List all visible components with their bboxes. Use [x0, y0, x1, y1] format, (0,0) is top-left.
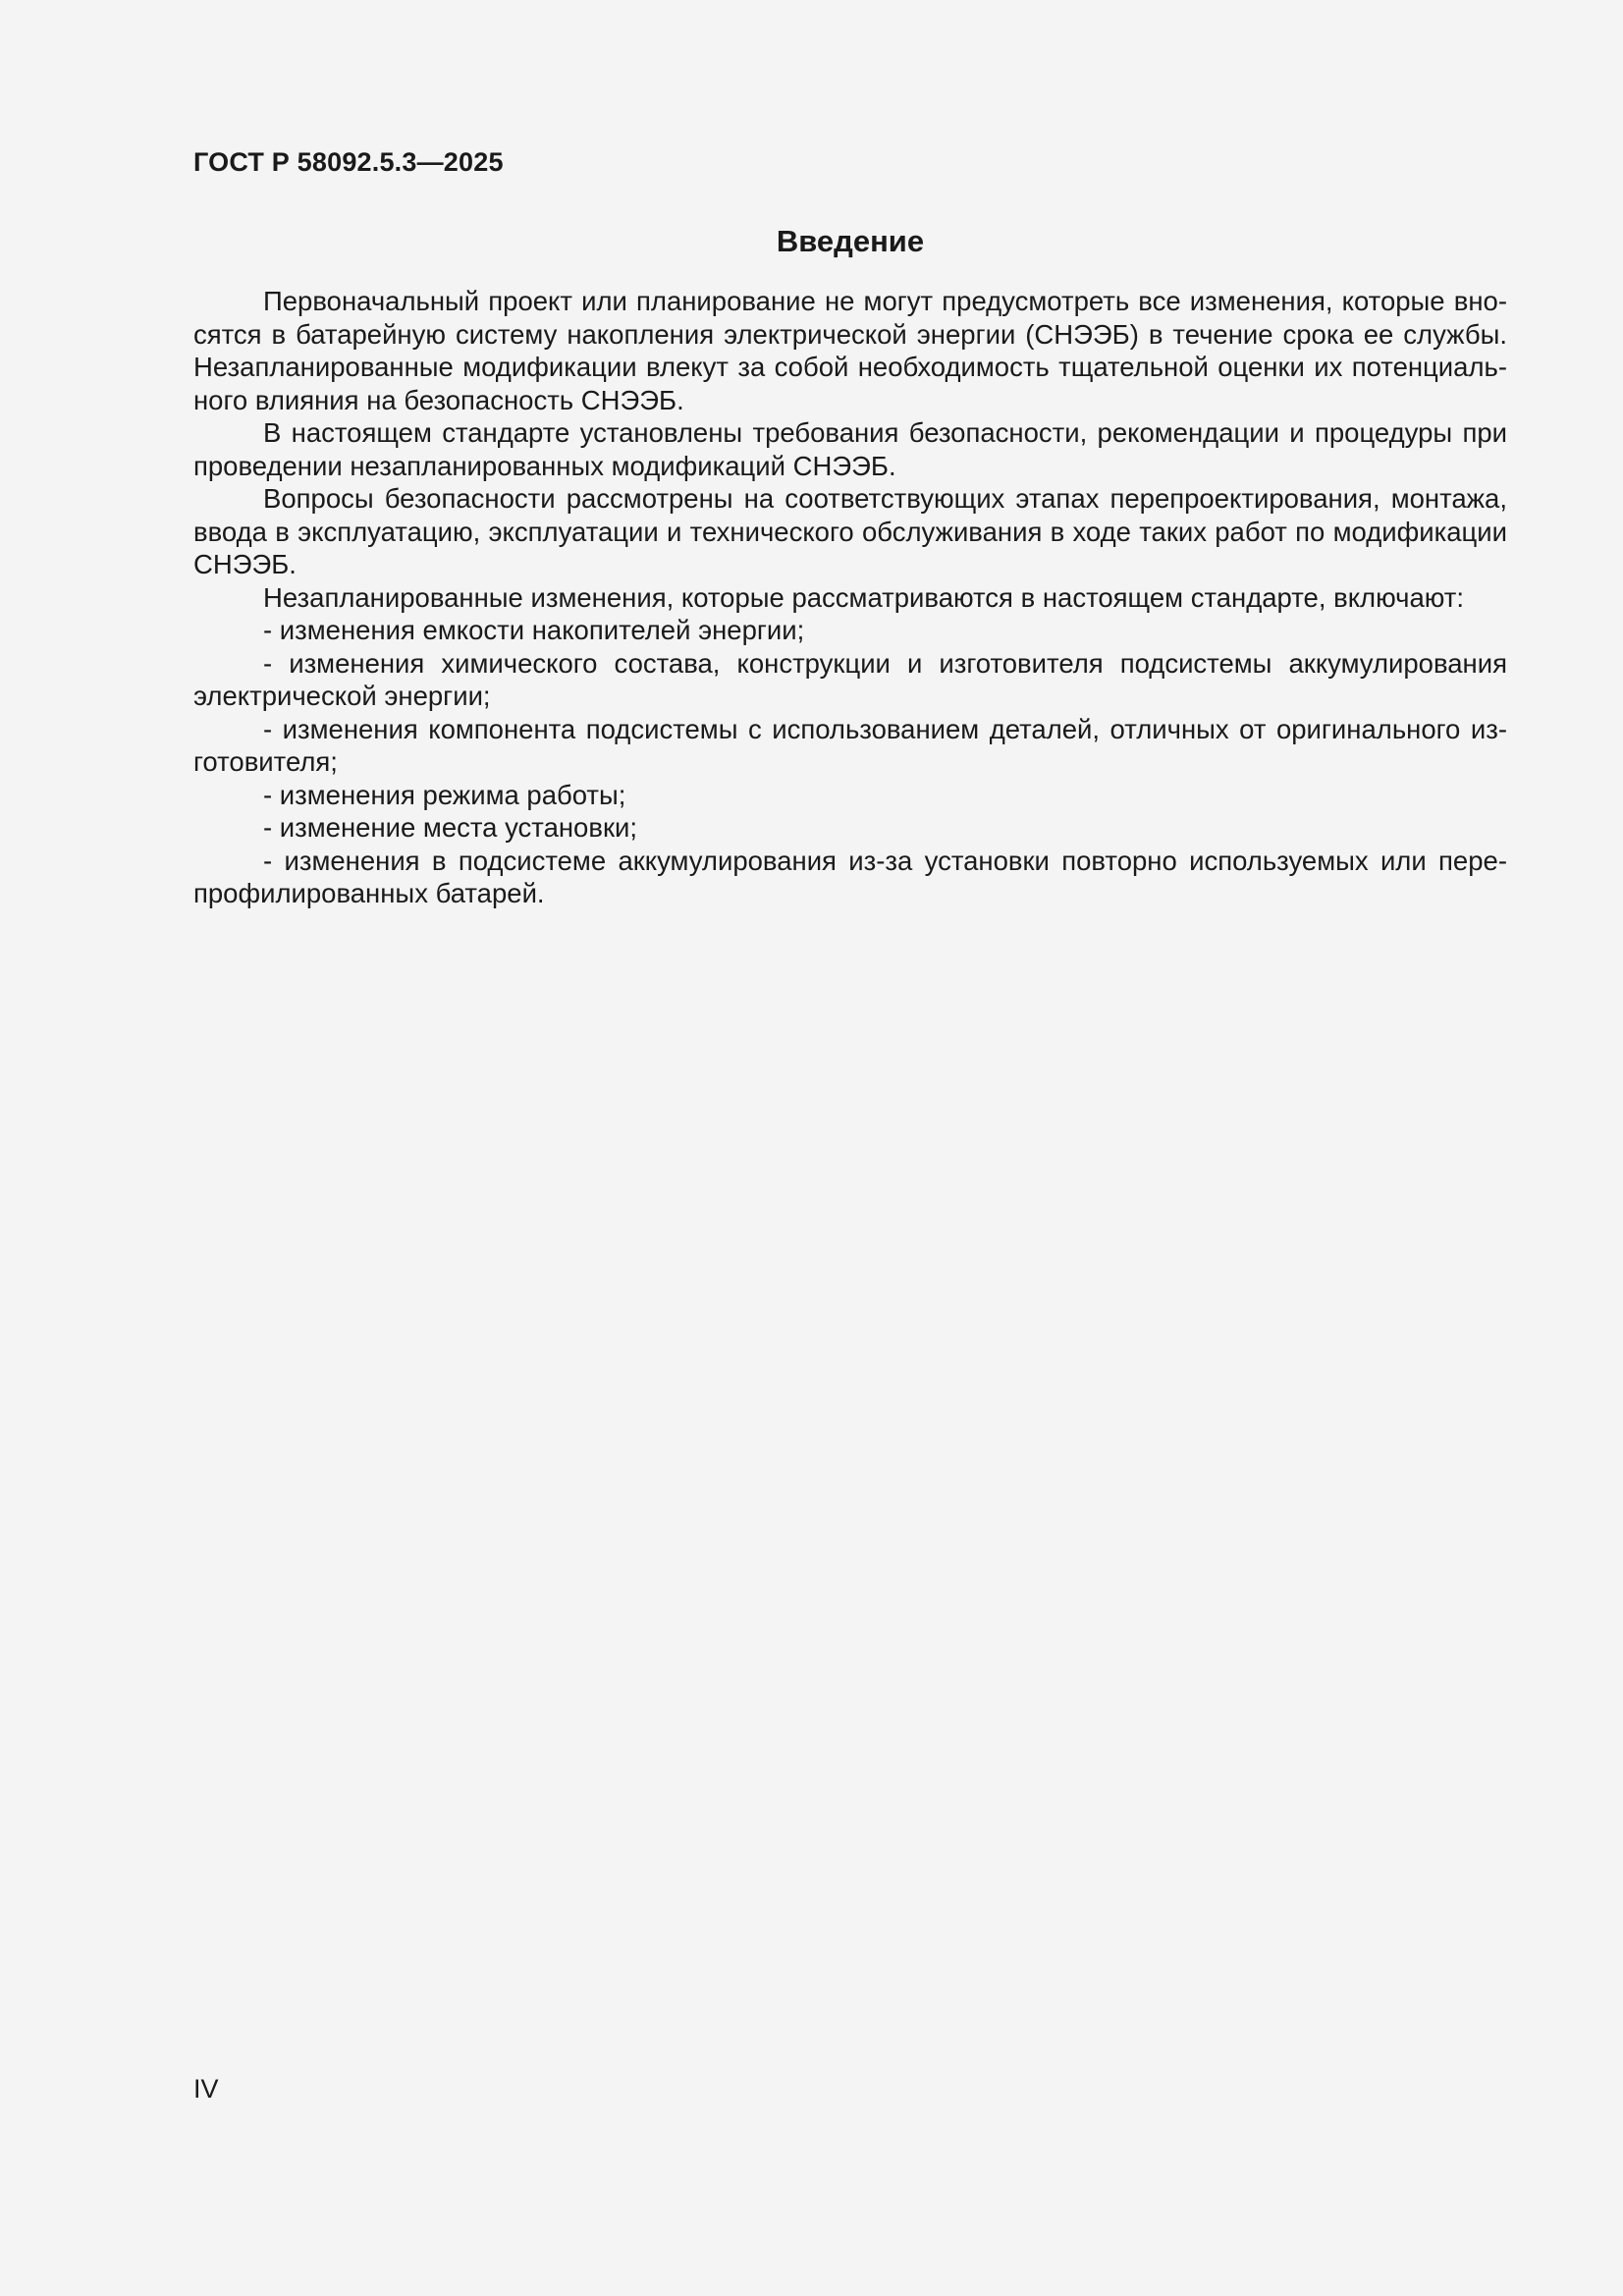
list-item: - изменения режима работы; [263, 779, 626, 810]
page-number: IV [193, 2074, 219, 2104]
paragraph: Незапланированные изменения, которые рассматриваются в настоящем стандарте, включают: [263, 581, 1464, 613]
paragraph: В настоящем стандарте установлены требования безопасности, рекомендации и процедуры при проведении незапланированных модификаций СНЭЭБ. [193, 417, 1507, 481]
list-item: - изменения в подсистеме аккумулирования из-за установки повторно используемых или перепрофилированных батарей. [193, 845, 1507, 908]
list-item: - изменения химического состава, конструкции и изготовителя подсистемы аккумулирования электрической энергии; [193, 647, 1507, 711]
list-item: - изменение места установки; [263, 812, 637, 843]
list-item: - изменения компонента подсистемы с использованием деталей, отличных от оригинального изготовителя; [193, 713, 1507, 777]
section-body [193, 285, 1507, 910]
paragraph: Вопросы безопасности рассмотрены на соответствующих этапах перепроектирования, монтажа, ввода в эксплуатацию, эксплуатации и технического обслуживания в ходе таких работ по модификации СНЭЭБ. [193, 483, 1507, 579]
section-title: Введение [776, 224, 925, 258]
list-item: - изменения емкости накопителей энергии; [263, 615, 805, 645]
paragraph: Первоначальный проект или планирование не могут предусмотреть все изменения, которые вносятся в батарейную систему накопления электрической энергии (СНЭЭБ) в течение срока ее службы. Незапланированные модификации влекут за собой необходимость тщательной оценки их потенциального влияния на безопасность СНЭЭБ. [193, 286, 1507, 415]
document-code: ГОСТ Р 58092.5.3—2025 [193, 147, 504, 177]
